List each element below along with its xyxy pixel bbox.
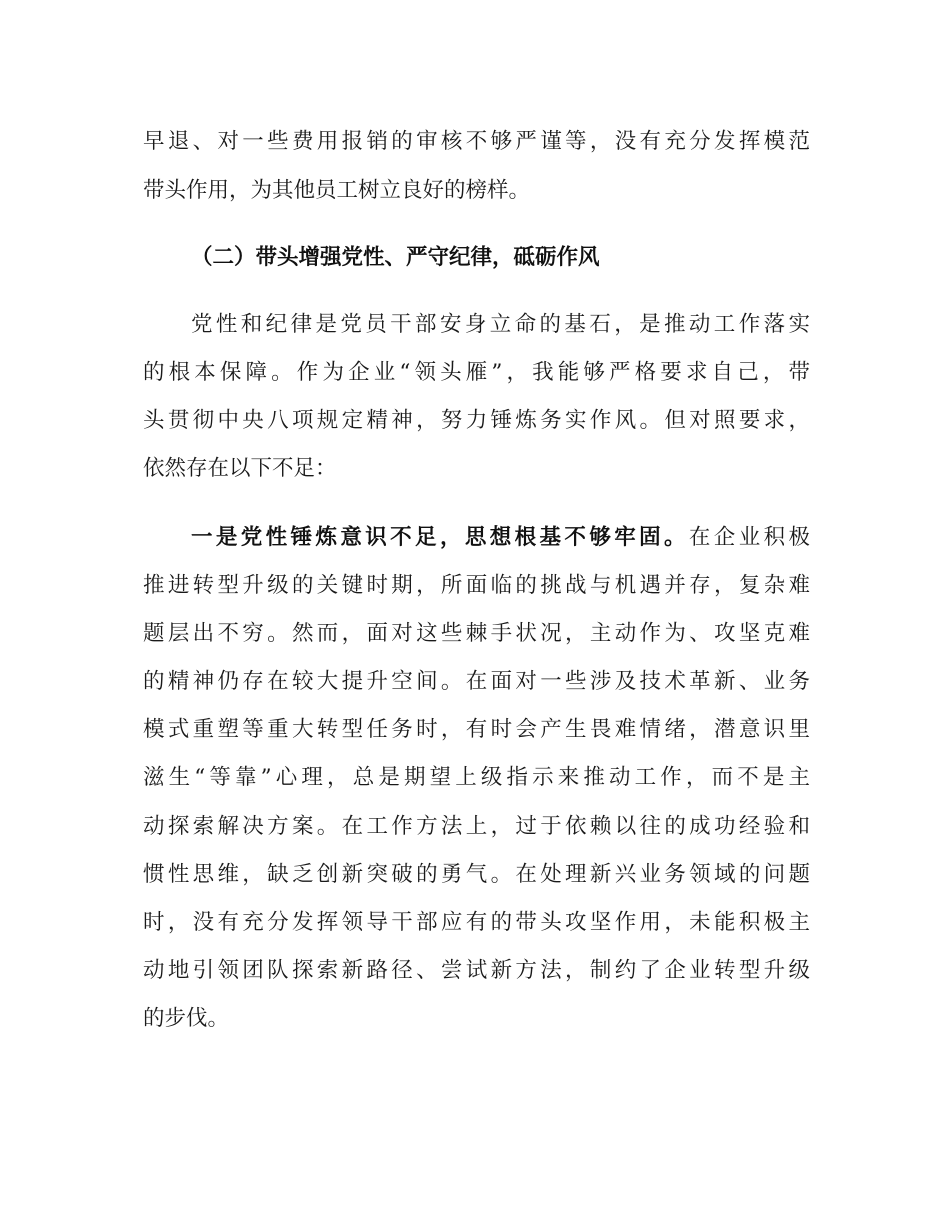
paragraph-3-line-3: 题层出不穷。然而，面对这些棘手状况，主动作为、攻坚克难 (143, 621, 810, 646)
paragraph-3-line-8: 惯性思维，缺乏创新突破的勇气。在处理新兴业务领域的问题 (143, 862, 810, 887)
paragraph-2-line-2: 的根本保障。作为企业“领头雁”，我能够严格要求自己，带 (143, 360, 810, 385)
paragraph-3-line-9: 时，没有充分发挥领导干部应有的带头攻坚作用，未能积极主 (143, 910, 810, 935)
paragraph-3-line-1 (191, 523, 810, 553)
section-heading-2: （二）带头增强党性、严守纪律，砥砺作风 (191, 245, 600, 270)
paragraph-3-line-2: 推进转型升级的关键时期，所面临的挑战与机遇并存，复杂难 (143, 573, 810, 598)
paragraph-3-line-4: 的精神仍存在较大提升空间。在面对一些涉及技术革新、业务 (143, 669, 810, 694)
paragraph-3-line-5: 模式重塑等重大转型任务时，有时会产生畏难情绪，潜意识里 (143, 717, 810, 742)
paragraph-2-line-1: 党性和纪律是党员干部安身立命的基石，是推动工作落实 (191, 312, 810, 337)
paragraph-3-line-6: 滋生“等靠”心理，总是期望上级指示来推动工作，而不是主 (143, 765, 810, 790)
paragraph-2-line-4: 依然存在以下不足： (143, 456, 337, 481)
paragraph-3-lead: 一是党性锤炼意识不足，思想根基不够牢固。 (191, 525, 689, 550)
paragraph-3-line-7: 动探索解决方案。在工作方法上，过于依赖以往的成功经验和 (143, 814, 810, 839)
paragraph-2-line-3: 头贯彻中央八项规定精神，努力锤炼务实作风。但对照要求， (143, 408, 810, 433)
paragraph-1-line-2: 带头作用，为其他员工树立良好的榜样。 (143, 178, 531, 203)
paragraph-3-line-10: 动地引领团队探索新路径、尝试新方法，制约了企业转型升级 (143, 958, 810, 983)
paragraph-3-first-rest: 在企业积极 (688, 525, 810, 550)
paragraph-1-line-1: 早退、对一些费用报销的审核不够严谨等，没有充分发挥模范 (143, 129, 810, 154)
paragraph-3-line-11: 的步伐。 (143, 1006, 230, 1031)
